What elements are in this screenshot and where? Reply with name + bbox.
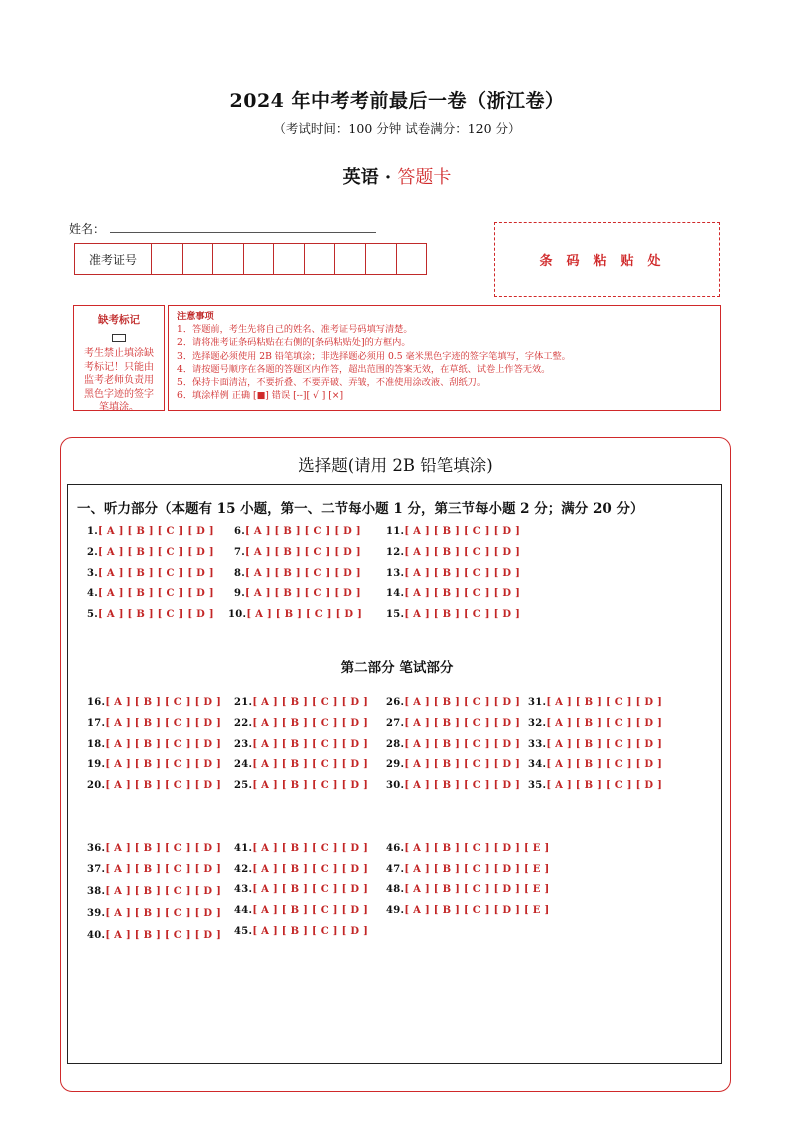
exam-number-cell[interactable] [397,244,427,274]
question-row[interactable]: 3.[ A ] [ B ] [ C ] [ D ] [87,568,214,579]
question-row[interactable]: 9.[ A ] [ B ] [ C ] [ D ] [234,588,361,599]
absent-heading: 缺考标记 [98,314,140,326]
question-row[interactable]: 39.[ A ] [ B ] [ C ] [ D ] [87,908,222,919]
exam-number-cell[interactable] [244,244,275,274]
question-row[interactable]: 23.[ A ] [ B ] [ C ] [ D ] [234,739,369,750]
answer-options[interactable]: [ A ] [ B ] [ C ] [ D ] [404,718,521,729]
exam-number-cell[interactable] [152,244,183,274]
question-row[interactable]: 26.[ A ] [ B ] [ C ] [ D ] [386,697,521,708]
absent-checkbox[interactable] [112,334,126,342]
exam-number-cell[interactable] [183,244,214,274]
answer-options[interactable]: [ A ] [ B ] [ C ] [ D ] [105,843,222,854]
answer-options[interactable]: [ A ] [ B ] [ C ] [ D ] [105,930,222,941]
answer-options[interactable]: [ A ] [ B ] [ C ] [ D ] [252,697,369,708]
exam-info: （考试时间：100 分钟 试卷满分：120 分） [273,121,521,136]
question-row[interactable]: 7.[ A ] [ B ] [ C ] [ D ] [234,547,361,558]
question-row[interactable]: 4.[ A ] [ B ] [ C ] [ D ] [87,588,214,599]
page-title: 2024 年中考考前最后一卷（浙江卷） [229,90,565,112]
question-row[interactable]: 30.[ A ] [ B ] [ C ] [ D ] [386,780,521,791]
question-row[interactable]: 34.[ A ] [ B ] [ C ] [ D ] [528,759,663,770]
question-row[interactable]: 24.[ A ] [ B ] [ C ] [ D ] [234,759,369,770]
question-row[interactable]: 25.[ A ] [ B ] [ C ] [ D ] [234,780,369,791]
answer-options[interactable]: [ A ] [ B ] [ C ] [ D ] [252,718,369,729]
answer-options[interactable]: [ A ] [ B ] [ C ] [ D ] [546,780,663,791]
part2-title: 第二部分 笔试部分 [340,660,454,676]
question-row[interactable]: 17.[ A ] [ B ] [ C ] [ D ] [87,718,222,729]
note-item: 5．保持卡面清洁，不要折叠、不要弄破、弄皱，不准使用涂改液、刮纸刀。 [177,377,487,389]
answer-options[interactable]: [ A ] [ B ] [ C ] [ D ] [404,759,521,770]
question-row[interactable]: 8.[ A ] [ B ] [ C ] [ D ] [234,568,361,579]
question-row[interactable]: 6.[ A ] [ B ] [ C ] [ D ] [234,526,361,537]
answer-options[interactable]: [ A ] [ B ] [ C ] [ D ] [404,568,521,579]
question-row[interactable]: 29.[ A ] [ B ] [ C ] [ D ] [386,759,521,770]
answer-options[interactable]: [ A ] [ B ] [ C ] [ D ] [ E ] [404,905,550,916]
answer-options[interactable]: [ A ] [ B ] [ C ] [ D ] [252,843,369,854]
question-row[interactable]: 38.[ A ] [ B ] [ C ] [ D ] [87,886,222,897]
question-row[interactable]: 1.[ A ] [ B ] [ C ] [ D ] [87,526,214,537]
answer-options[interactable]: [ A ] [ B ] [ C ] [ D ] [546,697,663,708]
answer-options[interactable]: [ A ] [ B ] [ C ] [ D ] [252,759,369,770]
answer-options[interactable]: [ A ] [ B ] [ C ] [ D ] [404,697,521,708]
answer-options[interactable]: [ A ] [ B ] [ C ] [ D ] [ E ] [404,843,550,854]
exam-number-cell[interactable] [213,244,244,274]
subject-name: 英语 · [342,167,398,188]
subject-card-label: 答题卡 [397,167,452,188]
absent-instructions: 考生禁止填涂缺考标记！只能由监考老师负责用黑色字迹的签字笔填涂。 [84,348,154,413]
answer-options[interactable]: [ A ] [ B ] [ C ] [ D ] [252,780,369,791]
question-row[interactable]: 49.[ A ] [ B ] [ C ] [ D ] [ E ] [386,905,550,916]
exam-number-label: 准考证号 [75,244,152,274]
question-row[interactable]: 13.[ A ] [ B ] [ C ] [ D ] [386,568,521,579]
answer-options[interactable]: [ A ] [ B ] [ C ] [ D ] [245,526,361,537]
question-row[interactable]: 2.[ A ] [ B ] [ C ] [ D ] [87,547,214,558]
answer-options[interactable]: [ A ] [ B ] [ C ] [ D ] [252,926,369,937]
question-row[interactable]: 37.[ A ] [ B ] [ C ] [ D ] [87,864,222,875]
question-row[interactable]: 35.[ A ] [ B ] [ C ] [ D ] [528,780,663,791]
notes-heading: 注意事项 [177,311,214,322]
name-label: 姓名： [69,222,106,236]
answer-options[interactable]: [ A ] [ B ] [ C ] [ D ] [105,864,222,875]
answer-options[interactable]: [ A ] [ B ] [ C ] [ D ] [404,526,521,537]
notes-box [168,305,721,411]
answer-options[interactable]: [ A ] [ B ] [ C ] [ D ] [252,905,369,916]
question-row[interactable]: 10.[ A ] [ B ] [ C ] [ D ] [228,609,363,620]
answer-options[interactable]: [ A ] [ B ] [ C ] [ D ] [245,568,361,579]
question-row[interactable]: 41.[ A ] [ B ] [ C ] [ D ] [234,843,369,854]
part1-title: 一、听力部分（本题有 15 小题，第一、二节每小题 1 分，第三节每小题 2 分；满分 20 分） [77,501,644,517]
answer-options[interactable]: [ A ] [ B ] [ C ] [ D ] [105,908,222,919]
answer-options[interactable]: [ A ] [ B ] [ C ] [ D ] [105,718,222,729]
exam-number-cell[interactable] [305,244,336,274]
question-row[interactable]: 33.[ A ] [ B ] [ C ] [ D ] [528,739,663,750]
exam-number-cell[interactable] [335,244,366,274]
answer-options[interactable]: [ A ] [ B ] [ C ] [ D ] [252,739,369,750]
question-row[interactable]: 21.[ A ] [ B ] [ C ] [ D ] [234,697,369,708]
question-row[interactable]: 19.[ A ] [ B ] [ C ] [ D ] [87,759,222,770]
answer-options[interactable]: [ A ] [ B ] [ C ] [ D ] [404,780,521,791]
answer-options[interactable]: [ A ] [ B ] [ C ] [ D ] [546,759,663,770]
answer-options[interactable]: [ A ] [ B ] [ C ] [ D ] [404,588,521,599]
question-row[interactable]: 12.[ A ] [ B ] [ C ] [ D ] [386,547,521,558]
question-row[interactable]: 15.[ A ] [ B ] [ C ] [ D ] [386,609,521,620]
answer-options[interactable]: [ A ] [ B ] [ C ] [ D ] [105,780,222,791]
section-title: 选择题(请用 2B 铅笔填涂) [298,456,493,475]
note-item: 6．填涂样例 正确 [■] 错误 [--][ √ ] [×] [177,390,344,402]
answer-options[interactable]: [ A ] [ B ] [ C ] [ D ] [245,588,361,599]
exam-number-cell[interactable] [366,244,397,274]
answer-options[interactable]: [ A ] [ B ] [ C ] [ D ] [ E ] [404,884,550,895]
exam-number-cell[interactable] [274,244,305,274]
question-row[interactable]: 5.[ A ] [ B ] [ C ] [ D ] [87,609,214,620]
question-row[interactable]: 28.[ A ] [ B ] [ C ] [ D ] [386,739,521,750]
exam-number-box [74,243,427,275]
answer-options[interactable]: [ A ] [ B ] [ C ] [ D ] [546,718,663,729]
answer-options[interactable]: [ A ] [ B ] [ C ] [ D ] [404,739,521,750]
answer-options[interactable]: [ A ] [ B ] [ C ] [ D ] [98,588,214,599]
question-row[interactable]: 43.[ A ] [ B ] [ C ] [ D ] [234,884,369,895]
question-row[interactable]: 22.[ A ] [ B ] [ C ] [ D ] [234,718,369,729]
question-row[interactable]: 44.[ A ] [ B ] [ C ] [ D ] [234,905,369,916]
question-row[interactable]: 46.[ A ] [ B ] [ C ] [ D ] [ E ] [386,843,550,854]
subject-heading [0,163,794,189]
question-row[interactable]: 27.[ A ] [ B ] [ C ] [ D ] [386,718,521,729]
answer-options[interactable]: [ A ] [ B ] [ C ] [ D ] [ E ] [404,864,550,875]
question-row[interactable]: 36.[ A ] [ B ] [ C ] [ D ] [87,843,222,854]
answer-options[interactable]: [ A ] [ B ] [ C ] [ D ] [98,547,214,558]
answer-options[interactable]: [ A ] [ B ] [ C ] [ D ] [98,568,214,579]
question-row[interactable]: 18.[ A ] [ B ] [ C ] [ D ] [87,739,222,750]
answer-options[interactable]: [ A ] [ B ] [ C ] [ D ] [98,526,214,537]
answer-options[interactable]: [ A ] [ B ] [ C ] [ D ] [246,609,363,620]
answer-options[interactable]: [ A ] [ B ] [ C ] [ D ] [105,886,222,897]
question-row[interactable]: 48.[ A ] [ B ] [ C ] [ D ] [ E ] [386,884,550,895]
answer-options[interactable]: [ A ] [ B ] [ C ] [ D ] [404,547,521,558]
name-field[interactable] [110,232,376,233]
barcode-area: 条码粘贴处 [494,222,720,297]
question-row[interactable]: 31.[ A ] [ B ] [ C ] [ D ] [528,697,663,708]
answer-options[interactable]: [ A ] [ B ] [ C ] [ D ] [252,864,369,875]
note-item: 3．选择题必须使用 2B 铅笔填涂；非选择题必须用 0.5 毫米黑色字迹的签字笔填写，字体工整。 [177,350,571,362]
question-row[interactable]: 40.[ A ] [ B ] [ C ] [ D ] [87,930,222,941]
note-item: 2．请将准考证条码粘贴在右侧的[条码粘贴处]的方框内。 [177,337,411,349]
answer-options[interactable]: [ A ] [ B ] [ C ] [ D ] [404,609,521,620]
answer-options[interactable]: [ A ] [ B ] [ C ] [ D ] [252,884,369,895]
answer-options[interactable]: [ A ] [ B ] [ C ] [ D ] [105,697,222,708]
answer-options[interactable]: [ A ] [ B ] [ C ] [ D ] [105,739,222,750]
question-row[interactable]: 45.[ A ] [ B ] [ C ] [ D ] [234,926,369,937]
note-item: 1．答题前，考生先将自己的姓名、准考证号码填写清楚。 [177,324,413,336]
question-row[interactable]: 16.[ A ] [ B ] [ C ] [ D ] [87,697,222,708]
question-row[interactable]: 47.[ A ] [ B ] [ C ] [ D ] [ E ] [386,864,550,875]
answer-options[interactable]: [ A ] [ B ] [ C ] [ D ] [98,609,214,620]
question-row[interactable]: 32.[ A ] [ B ] [ C ] [ D ] [528,718,663,729]
question-row[interactable]: 42.[ A ] [ B ] [ C ] [ D ] [234,864,369,875]
absent-mark-box [73,305,165,411]
question-row[interactable]: 20.[ A ] [ B ] [ C ] [ D ] [87,780,222,791]
question-row[interactable]: 14.[ A ] [ B ] [ C ] [ D ] [386,588,521,599]
answer-options[interactable]: [ A ] [ B ] [ C ] [ D ] [105,759,222,770]
note-item: 4．请按题号顺序在各题的答题区内作答，超出范围的答案无效，在草纸、试卷上作答无效。 [177,363,551,375]
answer-options[interactable]: [ A ] [ B ] [ C ] [ D ] [546,739,663,750]
answer-options[interactable]: [ A ] [ B ] [ C ] [ D ] [245,547,361,558]
question-row[interactable]: 11.[ A ] [ B ] [ C ] [ D ] [386,526,521,537]
